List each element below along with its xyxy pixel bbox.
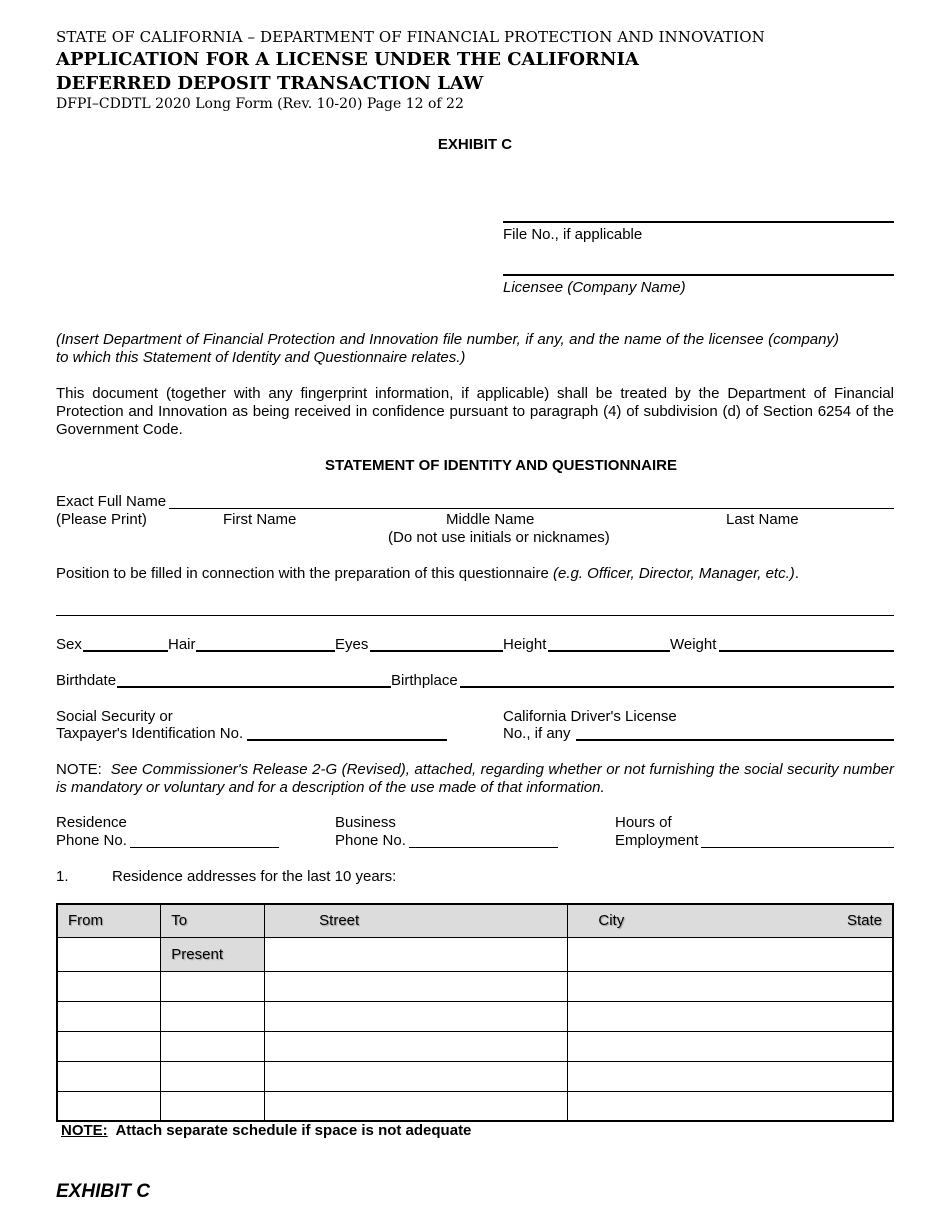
weight-label: Weight [670,636,717,653]
form-title-line2: DEFERRED DEPOSIT TRANSACTION LAW [56,73,484,94]
ssn-note-label: NOTE: [56,761,102,778]
agency-header: STATE OF CALIFORNIA – DEPARTMENT OF FINANCIAL PROTECTION AND INNOVATION [56,28,765,46]
col-city: City [598,912,625,930]
to-cell[interactable] [161,1031,265,1061]
height-label: Height [503,636,547,653]
last-name-label: Last Name [726,511,799,528]
street-cell[interactable] [265,1061,568,1091]
table-row [57,1091,893,1121]
to-cell[interactable] [161,1061,265,1091]
licensee-label: Licensee (Company Name) [503,279,686,296]
licensee-field[interactable] [503,274,894,276]
position-period: . [794,565,799,582]
street-cell[interactable] [265,971,568,1001]
exhibit-title: EXHIBIT C [437,136,513,153]
col-state: State [846,912,882,930]
address-table [56,903,894,1122]
birthdate-label: Birthdate [56,672,117,689]
sex-field[interactable] [83,650,168,652]
position-example: (e.g. Officer, Director, Manager, etc.) [552,565,795,582]
street-cell[interactable] [265,1001,568,1031]
position-label [56,565,799,582]
business-phone-label1: Business [335,814,396,831]
city-state-cell[interactable] [568,937,893,971]
table-row [57,971,893,1001]
city-state-cell[interactable] [568,1091,893,1121]
hours-field[interactable] [701,847,894,848]
dl-label-line2: No., if any [503,725,571,742]
ssn-label-line2: Taxpayer's Identification No. [56,725,244,742]
to-cell[interactable] [161,1091,265,1121]
dl-field[interactable] [576,739,894,741]
from-cell[interactable] [57,1061,161,1091]
exact-full-name-label: Exact Full Name [56,493,167,510]
col-to: To [161,904,265,937]
height-field[interactable] [548,650,670,652]
sex-label: Sex [56,636,82,653]
weight-field[interactable] [719,650,894,652]
question-number: 1. [56,868,69,885]
city-state-cell[interactable] [568,971,893,1001]
birthplace-field[interactable] [460,686,894,688]
hours-label2: Employment [615,832,699,849]
file-no-label: File No., if applicable [503,226,643,243]
table-row [57,937,893,971]
eyes-field[interactable] [370,650,503,652]
insert-instruction: (Insert Department of Financial Protection and Innovation file number, if any, and the name of the licensee (company) to which this Statement of Identity and Questionnaire relates.) [56,331,839,366]
residence-phone-label2: Phone No. [56,832,127,849]
table-note [61,1122,471,1139]
city-state-cell[interactable] [568,1031,893,1061]
from-cell[interactable] [57,937,161,971]
from-cell[interactable] [57,1091,161,1121]
ssn-note [56,761,894,797]
hair-label: Hair [168,636,196,653]
hours-label1: Hours of [615,814,672,831]
table-row [57,1001,893,1031]
first-name-label: First Name [223,511,297,528]
confidentiality-text: This document (together with any fingerprint information, if applicable) shall be treated by the Department of Financial Protection and Innovation as being received in confidence pursuant to paragraph (4) of subdivision (d) of Section 6254 of the Government Code. [56,385,894,438]
position-text: Position to be filled in connection with the preparation of this questionnaire [56,565,553,582]
from-cell[interactable] [57,1031,161,1061]
statement-title: STATEMENT OF IDENTITY AND QUESTIONNAIRE [325,457,677,474]
ssn-label-line1: Social Security or [56,708,173,725]
residence-phone-field[interactable] [130,847,279,848]
business-phone-field[interactable] [409,847,558,848]
table-header-row [57,904,893,937]
table-note-text: Attach separate schedule if space is not adequate [115,1122,472,1139]
to-cell[interactable] [161,971,265,1001]
city-state-cell[interactable] [568,1061,893,1091]
birthdate-field[interactable] [117,686,391,688]
from-cell[interactable] [57,971,161,1001]
to-cell[interactable] [161,1001,265,1031]
ssn-note-text: See Commissioner's Release 2-G (Revised), attached, regarding whether or not furnishing the social security number is mandatory or voluntary and for a description of the use made of that information. [56,761,894,796]
position-field[interactable] [56,615,894,616]
middle-name-label: Middle Name [446,511,535,528]
street-cell[interactable] [265,1091,568,1121]
dl-label-line1: California Driver's License [503,708,677,725]
col-city-state [568,904,893,937]
hair-field[interactable] [196,650,335,652]
table-row [57,1031,893,1061]
street-cell[interactable] [265,937,568,971]
business-phone-label2: Phone No. [335,832,406,849]
col-street: Street [265,904,568,937]
question-text: Residence addresses for the last 10 years: [112,868,397,885]
eyes-label: Eyes [335,636,369,653]
col-from: From [57,904,161,937]
table-row [57,1061,893,1091]
birthplace-label: Birthplace [391,672,458,689]
please-print-label: (Please Print) [56,511,147,528]
full-name-field[interactable] [169,508,894,509]
from-cell[interactable] [57,1001,161,1031]
form-id: DFPI–CDDTL 2020 Long Form (Rev. 10-20) Page 12 of 22 [56,96,464,112]
file-no-field[interactable] [503,221,894,223]
street-cell[interactable] [265,1031,568,1061]
present-cell: Present [161,937,265,971]
ssn-field[interactable] [247,739,447,741]
residence-phone-label1: Residence [56,814,127,831]
footer-exhibit: EXHIBIT C [56,1181,150,1202]
no-initials-note: (Do not use initials or nicknames) [388,529,610,546]
city-state-cell[interactable] [568,1001,893,1031]
table-note-label: NOTE: [61,1122,108,1139]
form-title-line1: APPLICATION FOR A LICENSE UNDER THE CALIFORNIA [56,49,639,70]
